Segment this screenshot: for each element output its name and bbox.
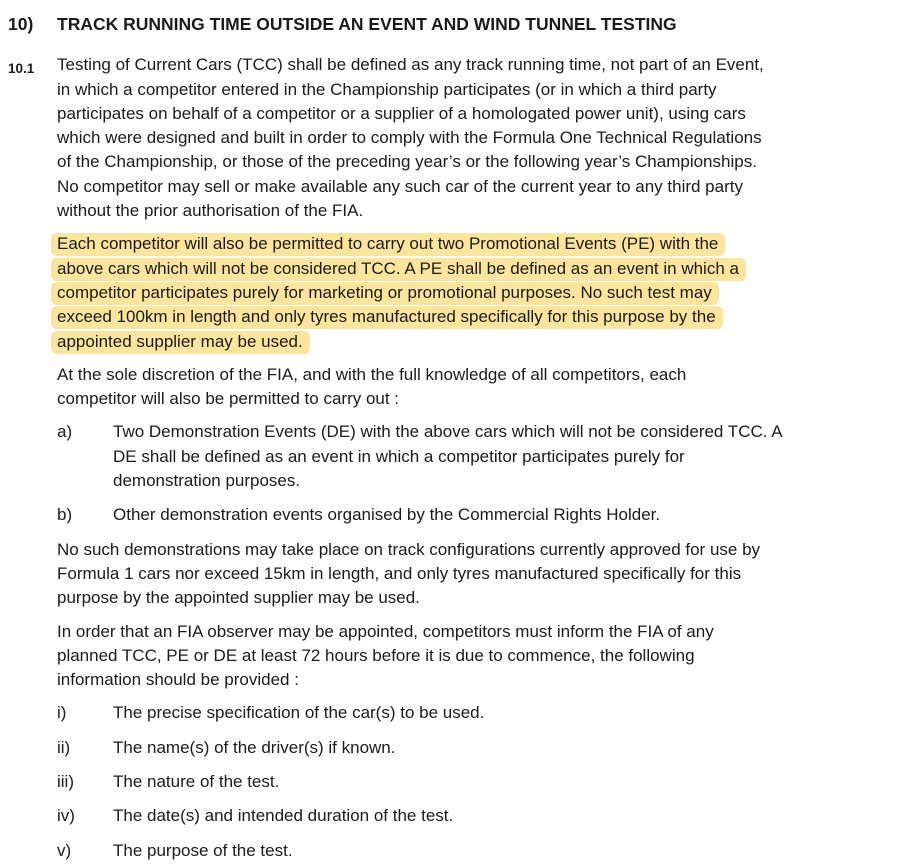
text-line: competitor will also be permitted to carry out : — [57, 389, 400, 409]
text-line: demonstration purposes. — [113, 471, 301, 491]
list-item-a — [57, 420, 882, 493]
list-item-text: The precise specification of the car(s) to be used. — [113, 703, 485, 723]
text-line: planned TCC, PE or DE at least 72 hours before it is due to commence, the following — [57, 645, 695, 665]
list-item-text: The purpose of the test. — [113, 840, 293, 860]
text-line: Two Demonstration Events (DE) with the above cars which will not be considered TCC. A — [113, 422, 783, 442]
list-item-v — [57, 839, 882, 863]
list-item-ii — [57, 736, 882, 760]
list-item-label: i) — [57, 703, 67, 723]
text-line: No competitor may sell or make available any such car of the current year to any third party — [57, 176, 743, 196]
clause-10-1 — [8, 53, 882, 867]
text-line: At the sole discretion of the FIA, and with the full knowledge of all competitors, each — [57, 364, 687, 384]
text-line: purpose by the appointed supplier may be used. — [57, 588, 420, 608]
list-item-label: a) — [57, 422, 73, 442]
text-line: In order that an FIA observer may be appointed, competitors must inform the FIA of any — [57, 621, 714, 641]
section-title: TRACK RUNNING TIME OUTSIDE AN EVENT AND WIND TUNNEL TESTING — [57, 14, 677, 34]
list-item-iv — [57, 804, 882, 828]
text-line: which were designed and built in order to comply with the Formula One Technical Regulations — [57, 128, 762, 148]
text-line: exceed 100km in length and only tyres manufactured specifically for this purpose by the — [57, 305, 882, 329]
text-line: in which a competitor entered in the Championship participates (or in which a third party — [57, 79, 717, 99]
text-line: Each competitor will also be permitted to carry out two Promotional Events (PE) with the — [57, 232, 882, 256]
text-line: DE shall be defined as an event in which a competitor participates purely for — [113, 446, 685, 466]
text-line: appointed supplier may be used. — [57, 330, 882, 354]
paragraph-notification-requirement — [57, 620, 882, 693]
list-item-text: The name(s) of the driver(s) if known. — [113, 737, 396, 757]
paragraph-fia-discretion — [57, 363, 882, 412]
list-item-label: iv) — [57, 806, 75, 826]
text-line: without the prior authorisation of the FIA. — [57, 201, 364, 221]
clause-body — [57, 53, 882, 867]
text-line: above cars which will not be considered TCC. A PE shall be defined as an event in which a — [57, 257, 882, 281]
text-line: No such demonstrations may take place on track configurations currently approved for use by — [57, 539, 761, 559]
lettered-list — [57, 420, 882, 527]
text-line: Other demonstration events organised by the Commercial Rights Holder. — [113, 505, 661, 525]
list-item-b — [57, 503, 882, 527]
roman-list — [57, 701, 882, 862]
list-item-text: The nature of the test. — [113, 772, 280, 792]
text-line: Testing of Current Cars (TCC) shall be defined as any track running time, not part of an Event, — [57, 55, 764, 75]
list-item-label: b) — [57, 505, 73, 525]
list-item-label: iii) — [57, 772, 74, 792]
list-item-label: ii) — [57, 737, 71, 757]
paragraph-tcc-definition — [57, 53, 882, 223]
paragraph-promotional-events-highlighted — [57, 232, 882, 353]
list-item-text — [113, 420, 882, 493]
section-heading — [8, 12, 882, 36]
section-number: 10) — [8, 14, 34, 34]
text-line: participates on behalf of a competitor or a supplier of a homologated power unit), using cars — [57, 103, 746, 123]
paragraph-demonstration-restrictions — [57, 538, 882, 611]
text-line: Formula 1 cars nor exceed 15km in length, and only tyres manufactured specifically for this — [57, 563, 742, 583]
list-item-label: v) — [57, 840, 72, 860]
list-item-text — [113, 503, 882, 527]
text-line: of the Championship, or those of the preceding year’s or the following year’s Championships. — [57, 152, 757, 172]
text-line: competitor participates purely for marketing or promotional purposes. No such test may — [57, 281, 882, 305]
text-line: information should be provided : — [57, 670, 299, 690]
list-item-iii — [57, 770, 882, 794]
clause-number: 10.1 — [8, 61, 35, 77]
list-item-text: The date(s) and intended duration of the test. — [113, 806, 454, 826]
list-item-i — [57, 701, 882, 725]
